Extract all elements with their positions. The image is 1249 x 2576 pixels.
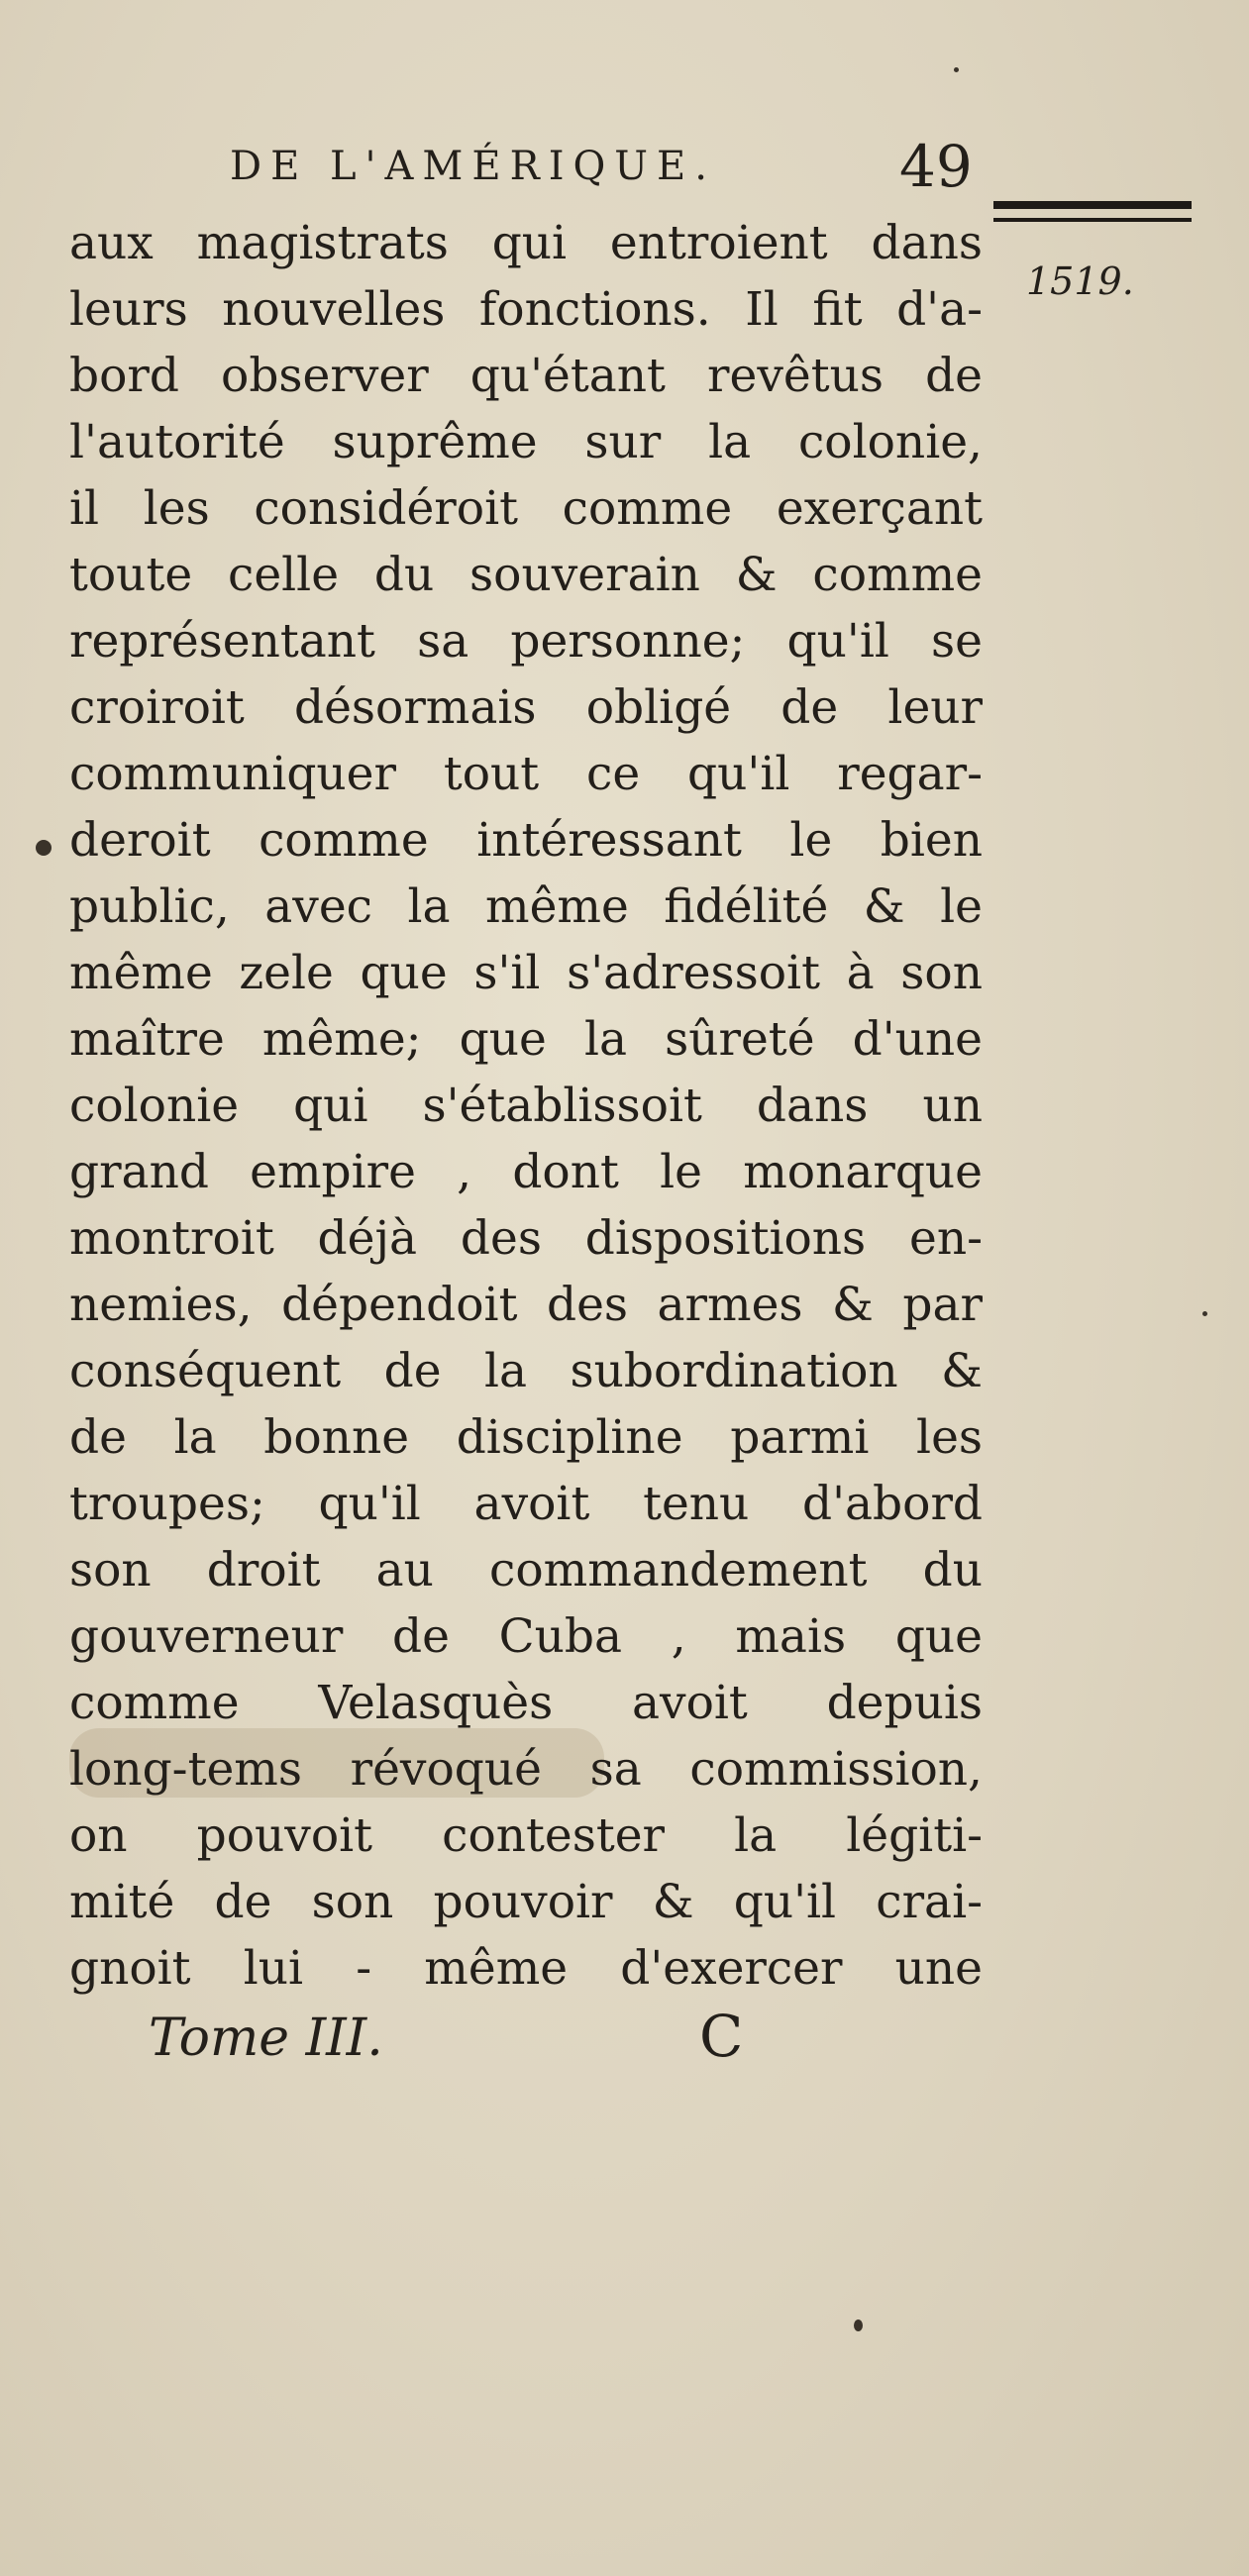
text-line: mité de son pouvoir & qu'il crai- — [69, 1875, 983, 1929]
page-number: 49 — [899, 133, 973, 200]
text-line: public, avec la même fidélité & le — [69, 879, 983, 934]
text-line: troupes; qu'il avoit tenu d'abord — [69, 1477, 983, 1531]
text-line: aux magistrats qui entroient dans — [69, 216, 983, 270]
text-line: conséquent de la subordination & — [69, 1344, 983, 1398]
text-line: il les considéroit comme exerçant — [69, 481, 983, 536]
text-line: nemies, dépendoit des armes & par — [69, 1278, 983, 1332]
ink-speck — [854, 2319, 863, 2331]
body-text — [69, 210, 983, 2002]
text-line: gnoit lui - même d'exercer une — [69, 1941, 983, 1996]
text-line: son droit au commandement du — [69, 1543, 983, 1597]
text-line: maître même; que la sûreté d'une — [69, 1012, 983, 1067]
header-rule-thin — [993, 218, 1192, 222]
text-line: comme Velasquès avoit depuis — [69, 1676, 983, 1730]
text-line: toute celle du souverain & comme — [69, 548, 983, 602]
ink-speck — [36, 840, 52, 856]
text-line: l'autorité suprême sur la colonie, — [69, 415, 983, 469]
text-line: bord observer qu'étant revêtus de — [69, 349, 983, 403]
text-line: colonie qui s'établissoit dans un — [69, 1079, 983, 1133]
text-line: leurs nouvelles fonctions. Il fit d'a- — [69, 282, 983, 337]
text-line: on pouvoit contester la légiti- — [69, 1808, 983, 1863]
text-line: de la bonne discipline parmi les — [69, 1410, 983, 1465]
ink-speck — [954, 67, 959, 72]
margin-date: 1519. — [1026, 259, 1134, 303]
text-line: représentant sa personne; qu'il se — [69, 614, 983, 669]
text-line: long-tems révoqué sa commission, — [69, 1742, 983, 1797]
signature-volume: Tome III. — [149, 2009, 383, 2068]
text-line: même zele que s'il s'adressoit à son — [69, 946, 983, 1000]
text-line: communiquer tout ce qu'il regar- — [69, 747, 983, 801]
text-line: deroit comme intéressant le bien — [69, 813, 983, 868]
header-rule-thick — [993, 201, 1192, 209]
signature-mark: C — [699, 2003, 744, 2070]
text-line: croiroit désormais obligé de leur — [69, 680, 983, 735]
text-line: montroit déjà des dispositions en- — [69, 1211, 983, 1266]
text-line: gouverneur de Cuba , mais que — [69, 1609, 983, 1664]
running-head: DE L'AMÉRIQUE. — [230, 144, 716, 189]
text-line: grand empire , dont le monarque — [69, 1145, 983, 1199]
ink-speck — [1202, 1311, 1207, 1316]
